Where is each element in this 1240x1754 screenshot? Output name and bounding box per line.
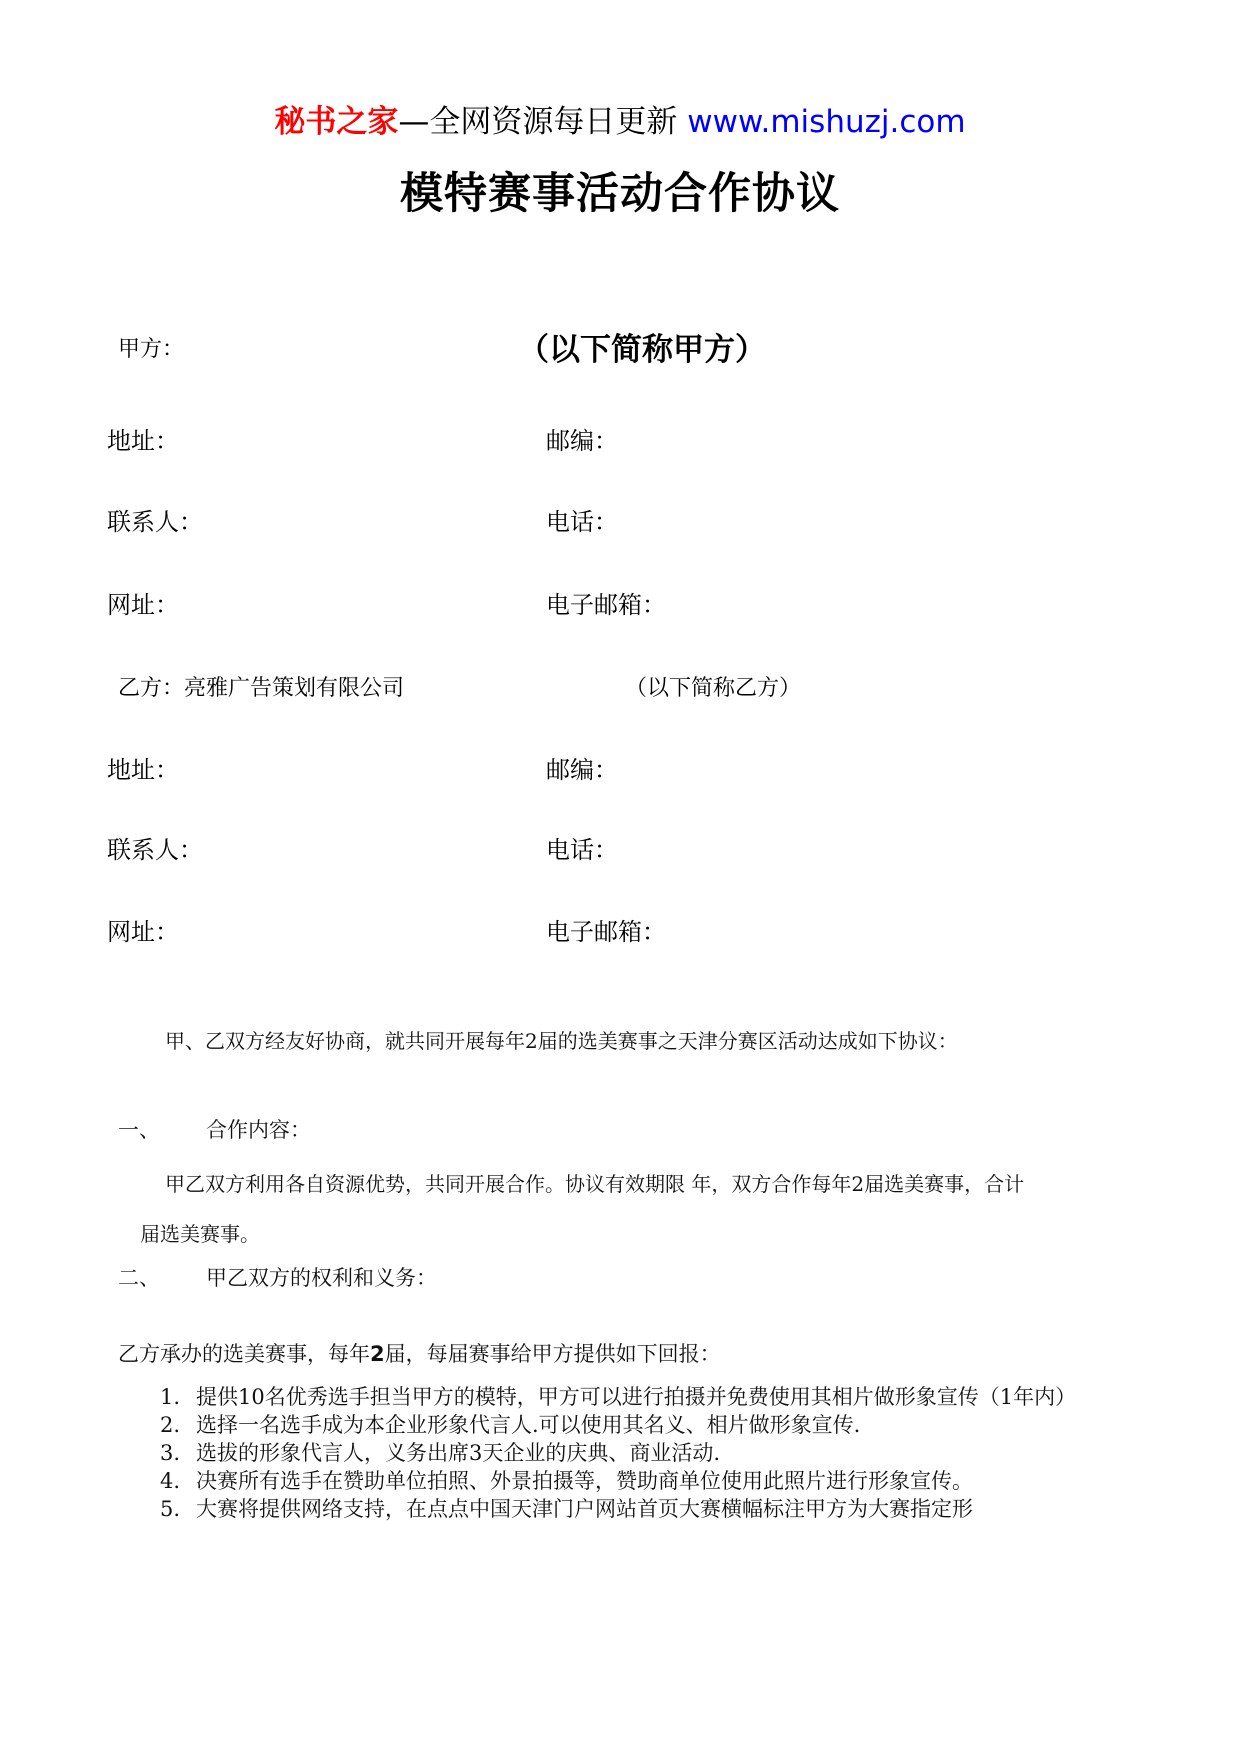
list-item-number: 1. — [160, 1385, 181, 1409]
party-b-email-label: 电子邮箱： — [546, 918, 666, 946]
list-item — [160, 1439, 1120, 1467]
party-b-contact-label: 联系人： — [107, 836, 203, 864]
party-b-address-label: 地址： — [107, 756, 179, 784]
party-a-postcode-label: 邮编： — [546, 427, 618, 455]
section-1-text-line1: 甲乙双方利用各自资源优势，共同开展合作。协议有效期限 年，双方合作每年2届选美赛事，合计 — [165, 1172, 1025, 1196]
list-item-text: 决赛所有选手在赞助单位拍照、外景拍摄等，赞助商单位使用此照片进行形象宣传。 — [196, 1469, 973, 1493]
section-2-lead-count: 2 — [370, 1342, 385, 1366]
section-2-title: 甲乙双方的权利和义务： — [206, 1266, 437, 1290]
list-item — [160, 1411, 1120, 1439]
section-1-title: 合作内容： — [206, 1118, 311, 1142]
list-item — [160, 1467, 1120, 1495]
list-item-text: 选拔的形象代言人，义务出席3天企业的庆典、商业活动. — [196, 1441, 721, 1465]
section-2-lead — [118, 1338, 721, 1368]
party-b-abbreviation: （以下简称乙方） — [625, 676, 802, 701]
party-a-label: 甲方： — [118, 337, 185, 362]
returns-list — [160, 1383, 1120, 1523]
list-item — [160, 1495, 1120, 1523]
party-a-phone-label: 电话： — [546, 508, 618, 536]
party-b-label: 乙方：亮雅广告策划有限公司 — [118, 676, 405, 701]
list-item-number: 2. — [160, 1413, 181, 1437]
party-a-email-label: 电子邮箱： — [546, 591, 666, 619]
party-a-contact-label: 联系人： — [107, 508, 203, 536]
section-1-number: 一、 — [118, 1118, 160, 1142]
list-item — [160, 1383, 1156, 1411]
party-a-address-label: 地址： — [107, 427, 179, 455]
document-title: 模特赛事活动合作协议 — [400, 169, 840, 219]
section-1-text-line2: 届选美赛事。 — [140, 1222, 260, 1246]
list-item-text: 大赛将提供网络支持，在点点中国天津门户网站首页大赛横幅标注甲方为大赛指定形 — [196, 1497, 973, 1521]
section-2-number: 二、 — [118, 1266, 160, 1290]
banner-url-link[interactable]: www.mishuzj.com — [687, 104, 966, 140]
party-b-postcode-label: 邮编： — [546, 756, 618, 784]
party-b-phone-label: 电话： — [546, 836, 618, 864]
list-item-text: 提供10名优秀选手担当甲方的模特，甲方可以进行拍摄并免费使用其相片做形象宣传（1年内） — [196, 1385, 1077, 1409]
list-item-text: 选择一名选手成为本企业形象代言人.可以使用其名义、相片做形象宣传. — [196, 1413, 861, 1437]
party-a-abbreviation: （以下简称甲方） — [518, 332, 766, 368]
party-b-website-label: 网址： — [107, 918, 179, 946]
list-item-number: 3. — [160, 1441, 181, 1465]
brand-name: 秘书之家 — [274, 104, 399, 140]
list-item-number: 4. — [160, 1469, 181, 1493]
banner-slogan: —全网资源每日更新 — [398, 104, 688, 140]
party-a-website-label: 网址： — [107, 591, 179, 619]
intro-paragraph: 甲、乙双方经友好协商，就共同开展每年2届的选美赛事之天津分赛区活动达成如下协议： — [165, 1029, 958, 1053]
section-2-lead-suffix: 届，每届赛事给甲方提供如下回报： — [384, 1342, 721, 1366]
section-2-lead-prefix: 乙方承办的选美赛事，每年 — [118, 1342, 370, 1366]
list-item-number: 5. — [160, 1497, 181, 1521]
site-banner — [0, 100, 1240, 144]
